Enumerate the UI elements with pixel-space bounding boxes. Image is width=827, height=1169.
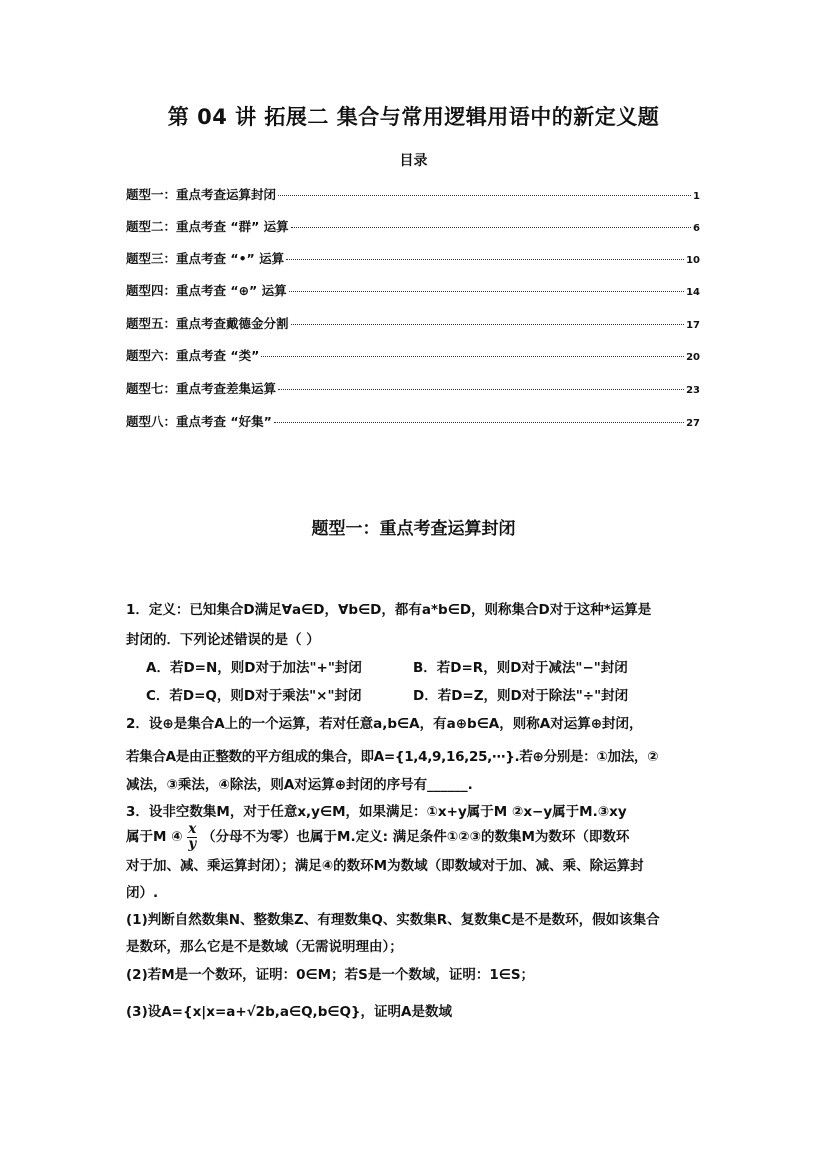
toc-page: 23	[686, 385, 700, 396]
text-segment: 属于M ④	[126, 829, 183, 845]
toc-entry[interactable]	[126, 379, 700, 397]
text-line: 闭）.	[126, 885, 159, 901]
text-line: (1)判断自然数集N、整数集Z、有理数集Q、实数集R、复数集C是不是数环，假如该集合	[126, 912, 660, 928]
toc-leader	[286, 259, 684, 260]
toc-heading: 目录	[399, 153, 428, 169]
toc-label: 题型七：重点考查差集运算	[126, 381, 277, 396]
toc-leader	[274, 422, 684, 423]
text-line: (3)设A={x|x=a+√2b,a∈Q,b∈Q}，证明A是数域	[126, 1004, 452, 1020]
toc-entry[interactable]	[126, 412, 700, 430]
toc-page: 10	[686, 255, 700, 266]
toc-page: 17	[686, 320, 700, 331]
toc-entry[interactable]	[126, 217, 700, 235]
text-line: (2)若M是一个数环，证明：0∈M；若S是一个数域，证明：1∈S；	[126, 967, 535, 983]
text-line: 1．定义：已知集合D满足∀a∈D，∀b∈D，都有a*b∈D，则称集合D对于这种*运算是	[126, 602, 652, 618]
toc-leader	[278, 389, 684, 390]
toc-label: 题型一：重点考查运算封闭	[126, 187, 277, 202]
fraction-numerator: x	[188, 821, 197, 837]
toc-leader	[291, 324, 685, 325]
toc-leader	[278, 195, 691, 196]
option-a: A．若D=N，则D对于加法"+"封闭	[146, 660, 362, 676]
toc-entry[interactable]	[126, 314, 700, 332]
toc-entry[interactable]	[126, 249, 700, 267]
toc-label: 题型二：重点考查 “群” 运算	[126, 219, 289, 234]
toc-page: 20	[686, 352, 700, 363]
toc-label: 题型五：重点考查戴德金分割	[126, 316, 289, 331]
text-line: 封闭的．下列论述错误的是（ ）	[126, 632, 320, 648]
text-line: 若集合A是由正整数的平方组成的集合，即A={1,4,9,16,25,⋯}.若⊕分别是：①加法，②	[126, 749, 659, 765]
text-line	[126, 823, 629, 851]
text-line: 是数环，那么它是不是数域（无需说明理由）；	[126, 939, 403, 955]
section-heading: 题型一：重点考查运算封闭	[311, 519, 516, 539]
toc-entry[interactable]	[126, 346, 700, 364]
text-line: 对于加、减、乘运算封闭）；满足④的数环M为数域（即数域对于加、减、乘、除运算封	[126, 858, 644, 874]
toc-leader	[289, 291, 684, 292]
fraction-denominator: y	[188, 835, 197, 852]
text-segment: （分母不为零）也属于M.定义: 满足条件①②③的数集M为数环（即数环	[202, 829, 630, 845]
text-line: 减法，③乘法，④除法，则A对运算⊕封闭的序号有______.	[126, 777, 473, 793]
toc-entry[interactable]	[126, 185, 700, 203]
toc-leader	[291, 227, 691, 228]
toc-label: 题型三：重点考查 “•” 运算	[126, 251, 285, 266]
toc-page: 14	[686, 287, 700, 298]
option-d: D．若D=Z，则D对于除法"÷"封闭	[413, 688, 629, 704]
option-b: B．若D=R，则D对于减法"−"封闭	[413, 660, 628, 676]
text-line: 3．设非空数集M，对于任意x,y∈M，如果满足：①x+y属于M ②x−y属于M.③xy	[126, 804, 627, 820]
toc-label: 题型四：重点考查 “⊕” 运算	[126, 283, 287, 298]
toc-label: 题型六：重点考查 “类”	[126, 348, 260, 363]
toc-entry[interactable]	[126, 281, 700, 299]
toc-page: 6	[693, 223, 700, 234]
toc-page: 27	[686, 418, 700, 429]
toc-label: 题型八：重点考查 “好集”	[126, 414, 272, 429]
toc-page: 1	[693, 191, 700, 202]
option-c: C．若D=Q，则D对于乘法"×"封闭	[146, 688, 362, 704]
toc-leader	[261, 356, 684, 357]
document-title: 第 04 讲 拓展二 集合与常用逻辑用语中的新定义题	[167, 105, 660, 129]
text-line: 2．设⊕是集合A上的一个运算，若对任意a,b∈A，有a⊕b∈A，则称A对运算⊕封闭，	[126, 716, 643, 732]
fraction-x-over-y	[187, 823, 197, 851]
